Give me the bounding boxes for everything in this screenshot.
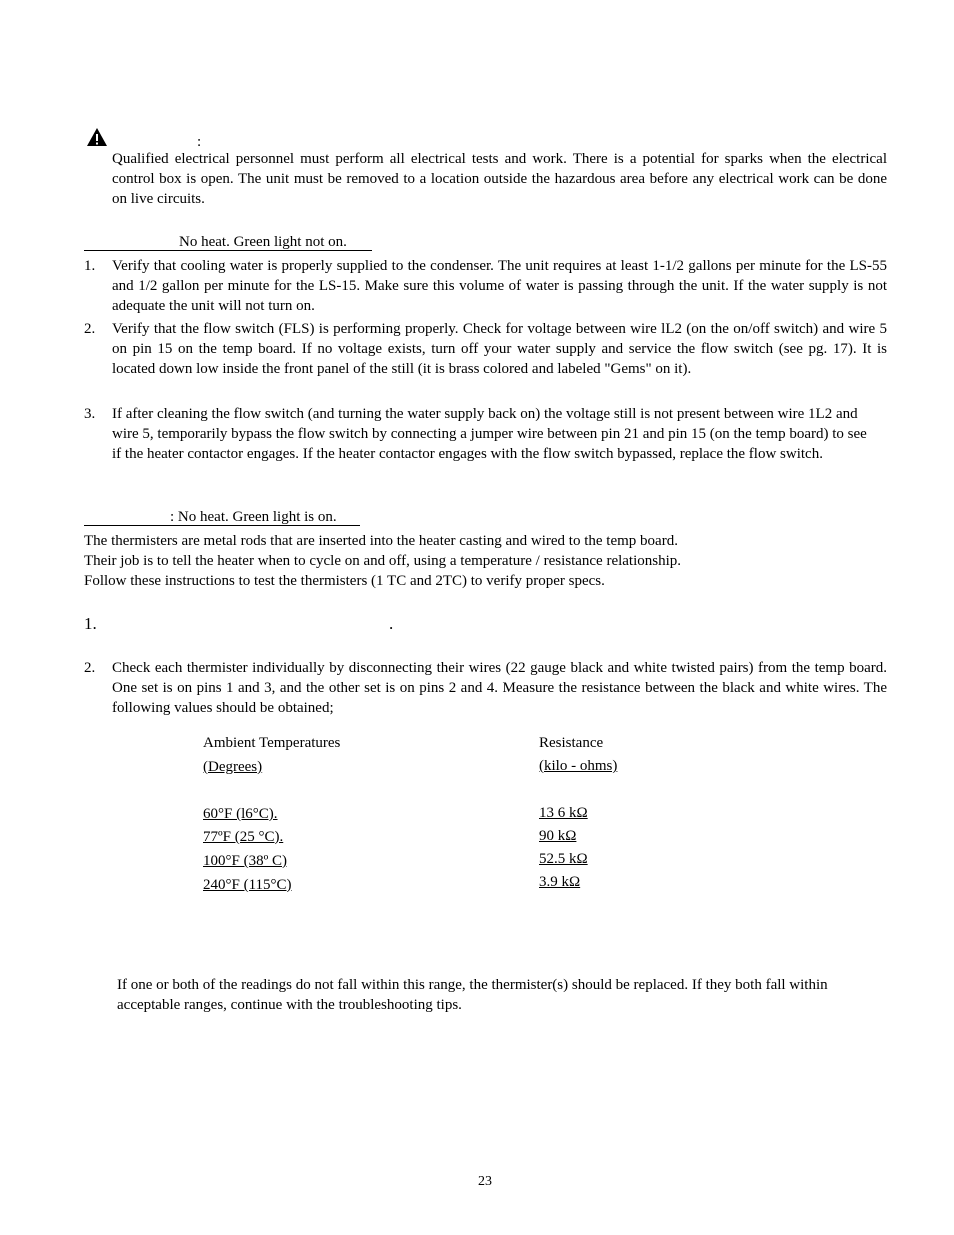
table-cell-resistance: 3.9 kΩ	[539, 874, 581, 890]
section2-item1-text: .	[389, 614, 394, 633]
list-item-number: 3.	[84, 406, 96, 422]
section2-item2-number: 2.	[84, 660, 96, 676]
table-cell-temp: 240°F (115°C)	[203, 877, 292, 893]
intro-line: Their job is to tell the heater when to cycle on and off, using a temperature / resistance relationship.	[84, 553, 682, 569]
section2-item2-text: Check each thermister individually by disconnecting their wires (22 gauge black and white twisted pairs) from the temp board. One set is on pins 1 and 3, and the other set is on pins 2 and 4. Measure the resistance between the black and white wires. The following values should be obtained;	[112, 660, 887, 716]
table-cell-resistance: 90 kΩ	[539, 828, 577, 844]
warning-icon	[86, 127, 108, 147]
intro-line: Follow these instructions to test the thermisters (1 TC and 2TC) to verify proper specs.	[84, 573, 605, 589]
section1-heading-rule	[84, 232, 372, 251]
closing-paragraph: If one or both of the readings do not fall within this range, the thermister(s) should be replaced. If they both fall within acceptable ranges, continue with the troubleshooting tips.	[117, 977, 828, 1013]
table-cell-resistance: 52.5 kΩ	[539, 851, 588, 867]
section2-heading-rule	[84, 507, 360, 526]
table-cell-temp: 60°F (l6°C).	[203, 806, 278, 822]
list-item-text: If after cleaning the flow switch (and turning the water supply back on) the voltage still is not present between wire 1L2 and wire 5, temporarily bypass the flow switch by connecting a jumper wire between pin 21 and pin 15 (on the temp board) to see if the heater contactor engages. If the heater contactor engages with the flow switch bypassed, replace the flow switch.	[112, 406, 867, 462]
table-cell-temp: 77ºF (25 °C).	[203, 829, 284, 845]
table-cell-temp: 100°F (38º C)	[203, 853, 287, 869]
table-header-resistance: Resistance	[539, 735, 604, 751]
intro-line: The thermisters are metal rods that are inserted into the heater casting and wired to the temp board.	[84, 533, 678, 549]
warning-colon: :	[197, 134, 202, 150]
warning-text: Qualified electrical personnel must perform all electrical tests and work. There is a potential for sparks when the electrical control box is open. The unit must be removed to a location outside the hazardous area before any electrical work can be done on live circuits.	[112, 151, 887, 207]
section2-item1-number: 1.	[84, 614, 97, 633]
section1-heading: No heat. Green light not on.	[179, 234, 347, 250]
list-item-number: 1.	[84, 258, 96, 274]
list-item-text: Verify that the flow switch (FLS) is performing properly. Check for voltage between wire lL2 (on the on/off switch) and wire 5 on pin 15 on the temp board. If no voltage exists, turn off your water supply and service the flow switch (see pg. 17). It is located down low inside the front panel of the still (it is brass colored and labeled "Gems" on it).	[112, 321, 887, 377]
table-header-temp: Ambient Temperatures	[203, 735, 341, 751]
table-subheader-temp: (Degrees)	[203, 759, 263, 775]
table-cell-resistance: 13 6 kΩ	[539, 805, 588, 821]
list-item-number: 2.	[84, 321, 96, 337]
section2-heading: : No heat. Green light is on.	[170, 509, 337, 525]
page-number: 23	[478, 1174, 492, 1189]
table-subheader-resistance: (kilo - ohms)	[539, 758, 618, 774]
list-item-text: Verify that cooling water is properly supplied to the condenser. The unit requires at least 1-1/2 gallons per minute for the LS-55 and 1/2 gallon per minute for the LS-15. Make sure this volume of water is passing through the unit. If the water supply is not adequate the unit will not turn on.	[112, 258, 887, 314]
section2-intro	[84, 531, 884, 591]
